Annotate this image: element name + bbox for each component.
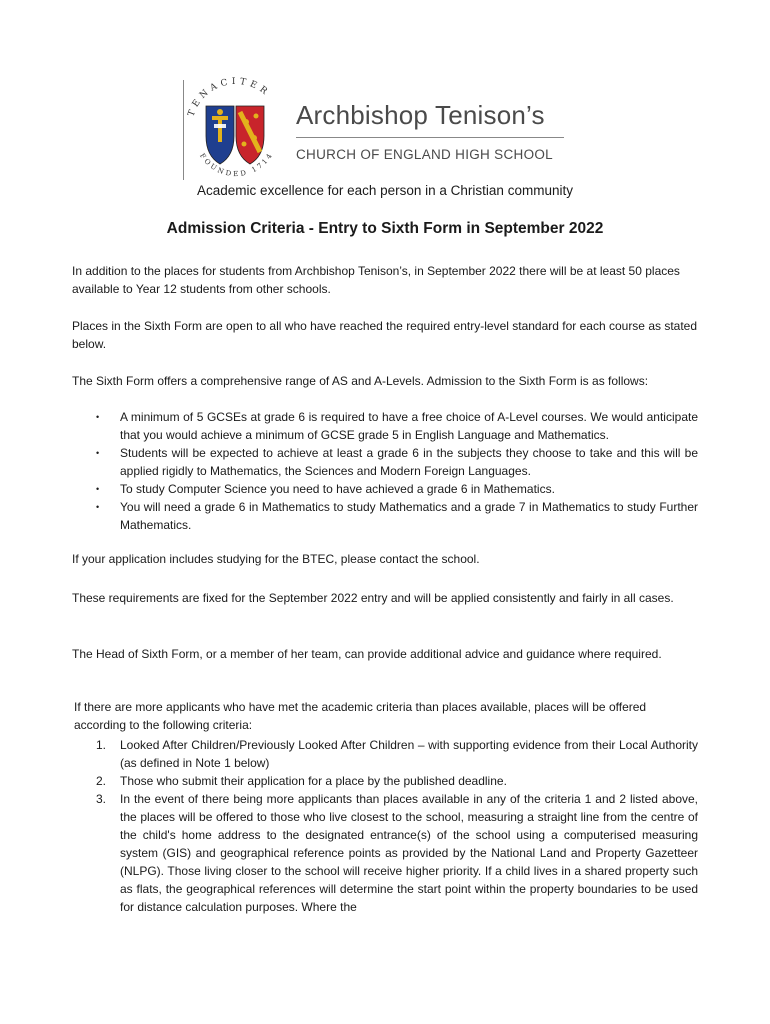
svg-text:TENACITER: TENACITER — [186, 76, 272, 119]
list-item: 2. Those who submit their application for a place by the published deadline. — [96, 774, 507, 788]
list-item: • Students will be expected to achieve at least a grade 6 in the subjects they choose to take and this will be applied rigidly to Mathematics, the Sciences and Modern Foreign Languages. — [96, 446, 698, 478]
school-motto: Academic excellence for each person in a Christian community — [197, 183, 573, 198]
document-title: Admission Criteria - Entry to Sixth Form in September 2022 — [166, 220, 604, 237]
school-subtitle: CHURCH OF ENGLAND HIGH SCHOOL — [296, 147, 553, 162]
crest-icon — [178, 72, 290, 192]
admission-intro-paragraph: The Sixth Form offers a comprehensive range of AS and A-Levels. Admission to the Sixth Form is as follows: — [72, 374, 649, 388]
list-item: • A minimum of 5 GCSEs at grade 6 is required to have a free choice of A-Level courses. We would anticipate that you would achieve a minimum of GCSE grade 5 in English Language and Mathematics. — [96, 410, 698, 442]
entry-standard-paragraph: Places in the Sixth Form are open to all who have reached the required entry-level standard for each course as stated below. — [72, 319, 698, 351]
list-item: 3. In the event of there being more applicants than places available in any of the criteria 1 and 2 listed above, the places will be offered to those who live closest to the school, measuring a straight line from the centre of the child's home address to the designated entrance(s) of the school using a computerised measuring system (GIS) and geographical reference points as provided by the National Land and Property Gazetteer (NLPG). Those living closer to the school will receive higher priority. If a child lives in a shared property such as flats, the geographical references will determine the start point within the property boundaries to be used for distance calculation purposes. Where the — [96, 792, 698, 914]
criteria-list — [72, 736, 698, 916]
list-item: 1. Looked After Children/Previously Looked After Children – with supporting evidence from their Local Authority (as defined in Note 1 below) — [96, 738, 698, 770]
header-divider — [296, 137, 564, 138]
school-crest-logo — [178, 72, 290, 192]
school-name: Archbishop Tenison’s — [296, 100, 545, 130]
requirements-list — [72, 408, 698, 534]
guidance-paragraph: The Head of Sixth Form, or a member of her team, can provide additional advice and guidance where required. — [72, 647, 662, 661]
intro-paragraph: In addition to the places for students from Archbishop Tenison’s, in September 2022 there will be at least 50 places available to Year 12 students from other schools. — [72, 264, 680, 296]
svg-text:FOUNDED 1714: FOUNDED 1714 — [197, 150, 276, 179]
list-item: • To study Computer Science you need to have achieved a grade 6 in Mathematics. — [96, 482, 555, 496]
btec-paragraph: If your application includes studying for the BTEC, please contact the school. — [72, 552, 480, 566]
fixed-requirements-paragraph: These requirements are fixed for the September 2022 entry and will be applied consistently and fairly in all cases. — [72, 591, 674, 605]
oversubscription-paragraph: If there are more applicants who have met the academic criteria than places available, places will be offered according to the following criteria: — [74, 700, 647, 732]
list-item: • You will need a grade 6 in Mathematics to study Mathematics and a grade 7 in Mathematics to study Further Mathematics. — [96, 500, 698, 532]
